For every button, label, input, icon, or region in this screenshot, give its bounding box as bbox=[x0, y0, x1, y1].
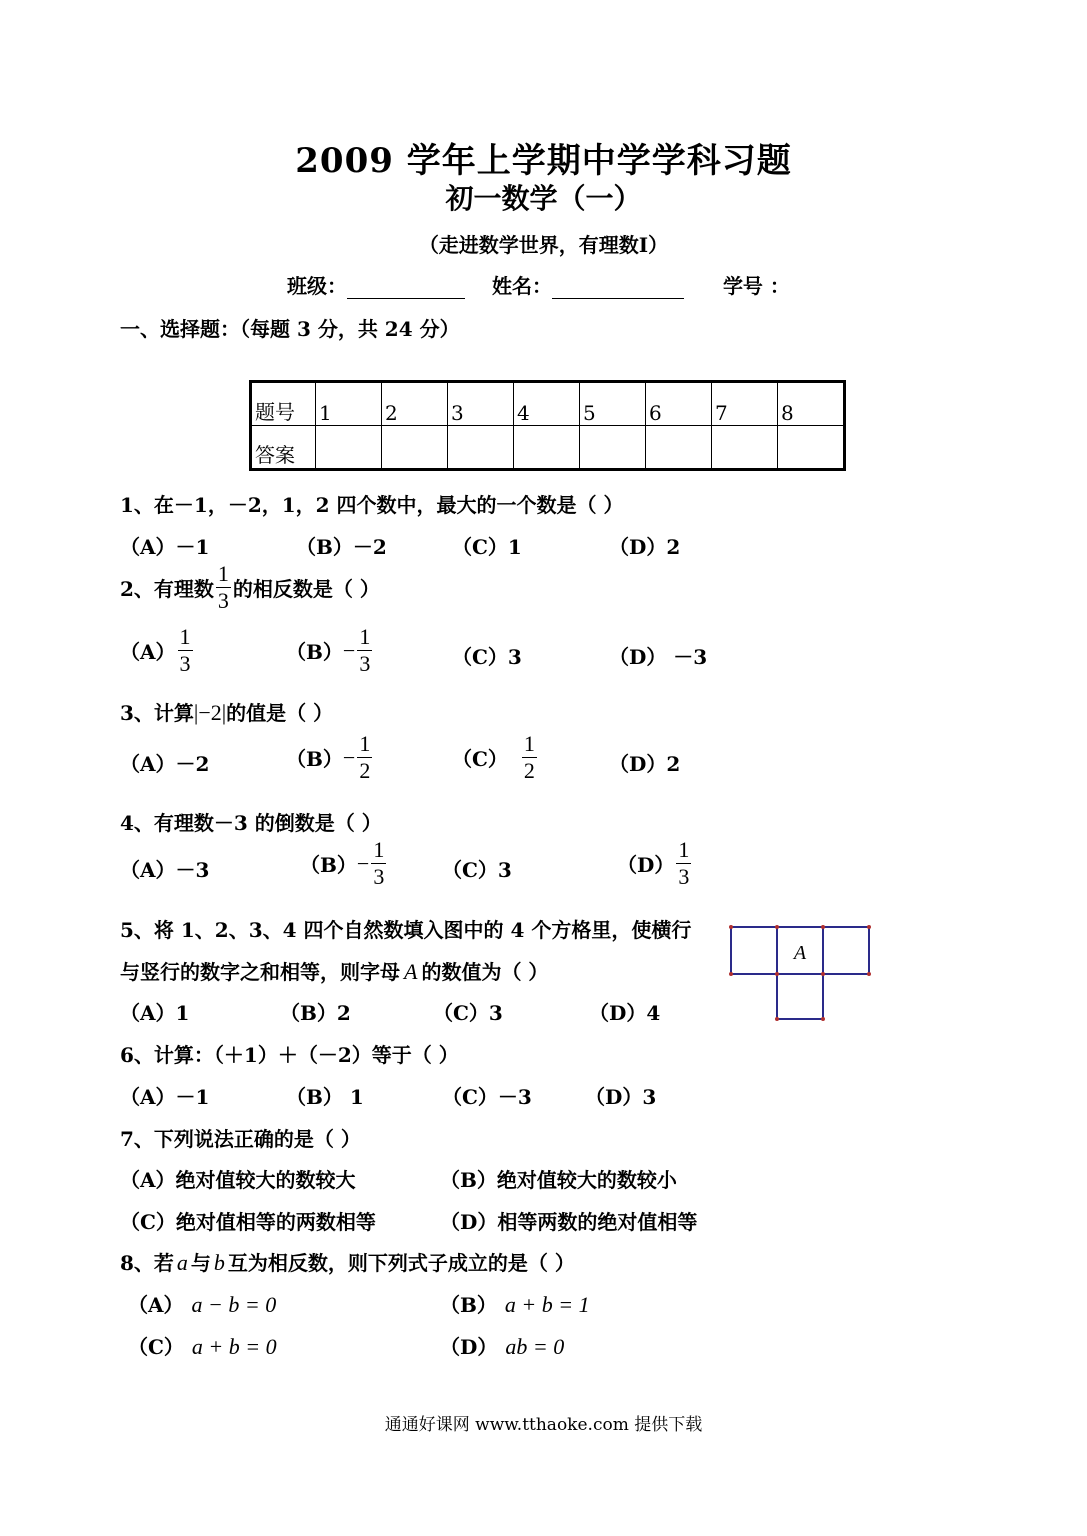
student-info-row bbox=[287, 270, 790, 299]
table-cell-number: 3 bbox=[448, 382, 514, 426]
q2-fraction: $\frac{1}{3}$ bbox=[217, 561, 229, 613]
table-cell-number: 7 bbox=[712, 382, 778, 426]
q5-option-c: （C）3 bbox=[433, 1001, 503, 1025]
q2-stem-pre: 2、有理数 bbox=[120, 577, 214, 601]
answer-cell[interactable] bbox=[448, 426, 514, 470]
q3-option-d: （D）2 bbox=[609, 752, 681, 776]
table-cell-number: 8 bbox=[778, 382, 845, 426]
name-blank[interactable] bbox=[552, 278, 684, 299]
q8-option-a: （A） a − b = 0 bbox=[128, 1292, 277, 1317]
section-title: 一、选择题：（每题 3 分，共 24 分） bbox=[120, 317, 460, 341]
answer-table-row-numbers bbox=[251, 382, 845, 426]
table-cell-number: 2 bbox=[382, 382, 448, 426]
q7-option-a: （A）绝对值较大的数较大 bbox=[120, 1168, 356, 1192]
table-cell-number: 1 bbox=[316, 382, 382, 426]
q4-option-a: （A）－3 bbox=[120, 858, 210, 882]
q2-option-d: （D） －3 bbox=[609, 645, 708, 669]
grid-label-a: A bbox=[793, 942, 807, 964]
q4-option-d: （D） $\frac{1}{3}$ bbox=[617, 837, 690, 889]
q5-option-b: （B）2 bbox=[280, 1001, 351, 1025]
q8-option-d: （D） ab = 0 bbox=[440, 1334, 565, 1359]
page-subtitle: 初一数学（一） bbox=[445, 182, 642, 215]
id-label: 学号 ： bbox=[722, 274, 790, 298]
q8-option-b: （B） a + b = 1 bbox=[440, 1292, 590, 1317]
answer-table bbox=[249, 380, 846, 471]
q8-option-c: （C） a + b = 0 bbox=[128, 1334, 277, 1359]
question-3-stem: 3、计算|−2|的值是（ ） bbox=[120, 700, 334, 725]
page-topic: （走进数学世界，有理数Ⅰ） bbox=[418, 233, 669, 257]
q7-option-b: （B）绝对值较大的数较小 bbox=[440, 1168, 677, 1192]
page-title: 2009 学年上学期中学学科习题 bbox=[295, 141, 792, 181]
answer-cell[interactable] bbox=[580, 426, 646, 470]
answer-cell[interactable] bbox=[316, 426, 382, 470]
q5-option-d: （D）4 bbox=[589, 1001, 661, 1025]
q6-option-a: （A）－1 bbox=[120, 1085, 210, 1109]
name-label: 姓名： bbox=[491, 274, 552, 298]
q1-option-d: （D）2 bbox=[609, 535, 681, 559]
q7-option-c: （C）绝对值相等的两数相等 bbox=[120, 1210, 376, 1234]
answer-cell[interactable] bbox=[712, 426, 778, 470]
q4-option-c: （C）3 bbox=[442, 858, 512, 882]
question-5-stem-line1: 5、将 1、2、3、4 四个自然数填入图中的 4 个方格里，使横行 bbox=[120, 918, 692, 942]
question-5-stem-line2: 与竖行的数字之和相等，则字母 A 的数值为（ ） bbox=[120, 959, 549, 984]
question-4-stem: 4、有理数－3 的倒数是（ ） bbox=[120, 811, 382, 835]
q7-option-d: （D）相等两数的绝对值相等 bbox=[440, 1210, 698, 1234]
answer-cell[interactable] bbox=[382, 426, 448, 470]
grid-cell-bottom bbox=[777, 974, 823, 1019]
q4-option-b: （B） − $\frac{1}{3}$ bbox=[300, 837, 385, 889]
q6-option-c: （C）－3 bbox=[442, 1085, 532, 1109]
q3-option-c: （C） $\frac{1}{2}$ bbox=[452, 731, 535, 783]
question-2-stem bbox=[120, 563, 380, 612]
footer-credit: 通通好课网 www.tthaoke.com 提供下载 bbox=[384, 1415, 703, 1435]
class-blank[interactable] bbox=[347, 278, 465, 299]
table-cell-number: 4 bbox=[514, 382, 580, 426]
q1-option-c: （C）1 bbox=[452, 535, 522, 559]
question-8-stem: 8、若 a 与 b 互为相反数，则下列式子成立的是（ ） bbox=[120, 1250, 575, 1275]
q2-option-c: （C）3 bbox=[452, 645, 522, 669]
question-1-stem: 1、在－1，－2，1，2 四个数中，最大的一个数是（ ） bbox=[120, 493, 624, 517]
q3-option-b: （B） − $\frac{1}{2}$ bbox=[286, 731, 371, 783]
table-cell-number: 6 bbox=[646, 382, 712, 426]
q1-option-b: （B）－2 bbox=[296, 535, 387, 559]
table-cell-number: 5 bbox=[580, 382, 646, 426]
class-label: 班级： bbox=[287, 274, 347, 298]
q2-option-a: （A） $\frac{1}{3}$ bbox=[120, 624, 191, 676]
question-6-stem: 6、计算：（＋1）＋（－2）等于（ ） bbox=[120, 1043, 459, 1067]
answer-cell[interactable] bbox=[646, 426, 712, 470]
table-header-answer: 答案 bbox=[251, 426, 316, 470]
q2-stem-post: 的相反数是（ ） bbox=[232, 577, 380, 601]
q1-option-a: （A）－1 bbox=[120, 535, 210, 559]
table-header-number: 题号 bbox=[251, 382, 316, 426]
answer-cell[interactable] bbox=[514, 426, 580, 470]
q5-grid-figure bbox=[725, 922, 879, 1026]
question-7-stem: 7、下列说法正确的是（ ） bbox=[120, 1127, 361, 1151]
q3-abs-expression: |−2| bbox=[193, 700, 227, 725]
q6-option-b: （B） 1 bbox=[286, 1085, 364, 1109]
q2-option-b: （B） − $\frac{1}{3}$ bbox=[286, 624, 371, 676]
grid-cell-right bbox=[823, 927, 869, 974]
grid-cell-left bbox=[731, 927, 777, 974]
q6-option-d: （D）3 bbox=[585, 1085, 657, 1109]
q3-option-a: （A）－2 bbox=[120, 752, 210, 776]
answer-table-row-answers bbox=[251, 426, 845, 470]
answer-cell[interactable] bbox=[778, 426, 845, 470]
q5-option-a: （A）1 bbox=[120, 1001, 190, 1025]
